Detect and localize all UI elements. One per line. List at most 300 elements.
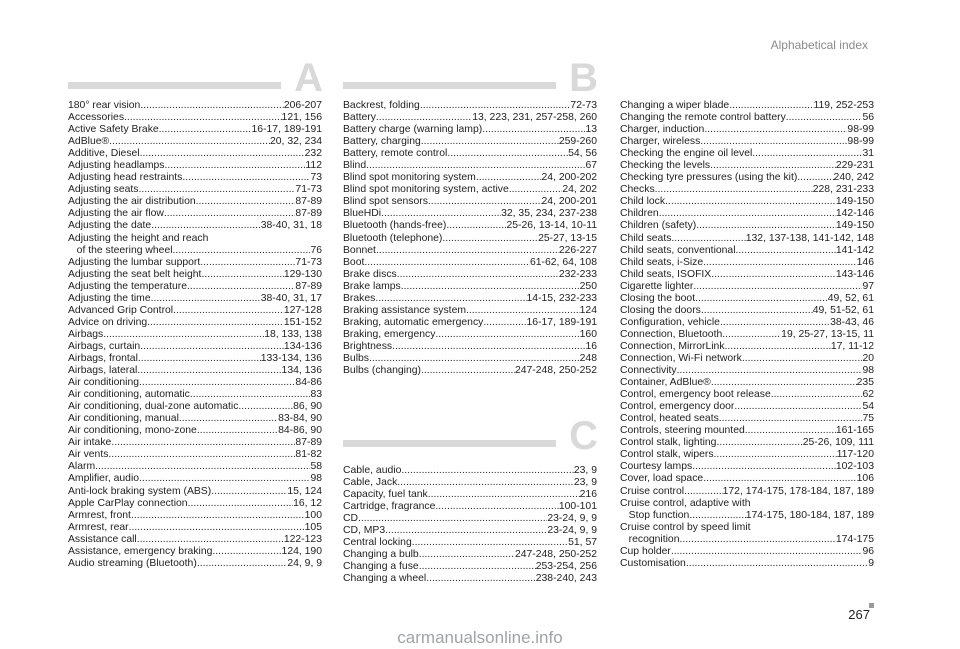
index-entry [343,257,597,269]
dot-leader [509,184,563,196]
dot-leader [426,573,536,585]
entry-pages: 71-73 [295,184,322,196]
entry-term: Armrest, front [68,509,131,521]
index-entry [620,449,874,461]
entry-pages: 84-86, 90 [278,425,322,437]
dot-leader [159,124,252,136]
entry-pages: 228, 231-233 [812,184,874,196]
entry-term: Audio streaming (Bluetooth) [68,557,197,569]
entry-term: Adjusting the air distribution [68,196,196,208]
index-entry [343,341,597,353]
dot-leader [686,558,868,570]
entry-pages: 19, 25-27, 13-15, 11 [781,328,874,340]
dot-leader [684,486,723,498]
entry-term: Battery charge (warning lamp) [343,124,483,136]
index-entry [620,317,874,329]
index-entry [620,196,874,208]
entry-term: Airbags, frontal [68,352,138,364]
entry-pages: 232-233 [558,268,597,280]
entry-pages: 75 [862,413,874,425]
dot-leader [482,124,585,136]
entry-pages: 51, 57 [568,537,597,549]
entry-pages: 23, 9 [573,477,597,489]
entry-term: Assistance call [68,533,137,545]
section-letter-c: C [569,414,598,458]
entry-term: Configuration, vehicle [620,316,720,328]
dot-leader [109,136,270,148]
entry-term: Brake discs [343,268,397,280]
entry-pages: 102-103 [835,461,874,473]
index-entry [620,329,874,341]
index-entry [620,269,874,281]
dot-leader [140,100,284,112]
entry-term: Connection, Bluetooth [620,328,723,340]
index-entry [343,281,597,293]
entry-term: BlueHDi [343,208,382,220]
index-entry [68,546,322,558]
dot-leader [381,208,501,220]
entry-pages: 250 [579,280,597,292]
entry-pages: 229-231 [835,160,874,172]
entry-term: Bonnet [343,244,376,256]
dot-leader [147,317,284,329]
index-entry [343,549,597,561]
entry-pages: 72-73 [570,100,597,111]
index-entry [68,449,322,461]
entry-term: Adjusting the lumbar support [68,256,201,268]
index-entry [343,353,597,365]
page-header-title: Alphabetical index [770,38,868,52]
entry-term: recognition [620,533,680,545]
index-entry [620,184,874,196]
entry-pages: 105 [304,521,322,533]
dot-leader [364,257,530,269]
index-entry [68,401,322,413]
dot-leader [151,293,261,305]
section-letter-b: B [569,56,598,100]
index-column-c-right [620,100,874,570]
dot-leader [392,341,585,353]
entry-term: Air intake [68,437,112,449]
dot-leader [428,489,580,501]
dot-leader [700,136,847,148]
section-letter-a: A [294,56,323,100]
dot-leader [182,172,310,184]
entry-pages: 174-175 [835,533,874,545]
entry-pages: 106 [856,473,874,485]
entry-pages: 247-248, 250-252 [514,549,597,561]
page-number: 267 [848,607,870,622]
entry-term: Armrest, rear [68,521,129,533]
entry-term: Braking assistance system [343,304,467,316]
dot-leader [164,208,296,220]
dot-leader [137,534,284,546]
index-entry [68,293,322,305]
index-column-b [343,100,597,377]
dot-leader [190,389,311,401]
dot-leader [680,534,836,546]
dot-leader [671,546,863,558]
entry-pages: 240, 242 [833,172,874,184]
entry-pages: 83 [310,389,322,401]
entry-term: Changing a wiper blade [620,100,730,111]
entry-pages: 98-99 [847,136,874,148]
index-entry [343,172,597,184]
dot-leader [375,293,526,305]
entry-term: Customisation [620,557,686,569]
dot-leader [711,269,836,281]
entry-term: Changing a wheel [343,573,427,585]
index-entry [343,245,597,257]
dot-leader [376,112,472,124]
entry-term: Adjusting the time [68,292,151,304]
dot-leader [376,245,559,257]
index-entry [68,281,322,293]
dot-leader [476,172,542,184]
entry-pages: 98 [862,365,874,377]
entry-pages: 15, 124 [287,485,322,497]
entry-term: Battery, charging [343,136,421,148]
entry-term: Airbags, lateral [68,365,138,377]
index-entry [68,534,322,546]
entry-term: Control, heated seats [620,413,719,425]
entry-term: Active Safety Brake [68,124,159,136]
dot-leader [446,220,506,232]
dot-leader [173,245,311,257]
index-entry [68,245,322,257]
entry-pages: 129-130 [283,268,322,280]
index-entry [343,317,597,329]
entry-term: Air conditioning, automatic [68,389,190,401]
entry-pages: 9 [868,557,874,569]
dot-leader [716,437,802,449]
dot-leader [734,401,862,413]
entry-pages: 23-24, 9, 9 [547,513,597,525]
dot-leader [140,148,305,160]
entry-pages: 232 [304,148,322,160]
entry-term: 180° rear vision [68,100,141,111]
dot-leader [483,317,526,329]
dot-leader [695,293,828,305]
entry-pages: 24, 9, 9 [287,557,322,569]
index-entry [620,245,874,257]
section-bar [343,82,556,89]
dot-leader [435,329,579,341]
entry-pages: 23, 9 [573,465,597,476]
index-entry [620,220,874,232]
entry-term: Cigarette lighter [620,280,694,292]
entry-term: Air vents [68,449,109,461]
entry-term: Bluetooth (telephone) [343,232,443,244]
dot-leader [442,233,538,245]
entry-term: Connection, Wi-Fi network [620,352,742,364]
dot-leader [797,172,833,184]
entry-pages: 141-142 [835,244,874,256]
dot-leader [420,100,571,112]
dot-leader [752,148,862,160]
entry-term: Checks [620,184,655,196]
index-entry [68,184,322,196]
index-entry [343,100,597,112]
dot-leader [745,425,836,437]
entry-term: Brake lamps [343,280,401,292]
entry-term: Blind spot monitoring system [343,172,476,184]
section-bar [68,82,281,89]
entry-pages: 235 [856,377,874,389]
entry-term: Boot [343,256,365,268]
index-entry [68,377,322,389]
entry-pages: 38-40, 31, 18 [260,220,322,232]
entry-term: Advanced Grip Control [68,304,174,316]
entry-pages: 226-227 [558,244,597,256]
dot-leader [725,341,831,353]
index-entry [343,220,597,232]
dot-leader [659,208,836,220]
entry-pages: 25-26, 109, 111 [802,437,874,449]
entry-term: Changing the remote control battery [620,112,786,124]
dot-leader [139,377,295,389]
dot-leader [369,353,580,365]
entry-term: Blind [343,160,367,172]
index-entry [68,498,322,510]
index-entry [68,558,322,570]
dot-leader [173,305,284,317]
entry-term: Cover, load space [620,473,704,485]
index-entry [343,477,597,489]
entry-pages: 172, 174-175, 178-184, 187, 189 [722,485,874,497]
index-entry [343,196,597,208]
dot-leader [786,112,863,124]
entry-term: Cartridge, fragrance [343,501,436,513]
entry-pages: 38-43, 46 [830,316,874,328]
index-entry [620,461,874,473]
index-entry [620,498,874,510]
index-entry [620,293,874,305]
entry-term: Charger, induction [620,124,705,136]
dot-leader [714,449,837,461]
dot-leader [447,148,568,160]
dot-leader [187,281,295,293]
dot-leader [419,549,515,561]
index-entry [68,437,322,449]
index-entry [68,124,322,136]
entry-term: Air conditioning, manual [68,413,179,425]
index-entry [343,233,597,245]
index-entry [68,522,322,534]
dot-leader [719,413,863,425]
entry-term: Capacity, fuel tank [343,489,428,501]
entry-pages: 119, 252-253 [813,100,874,111]
dot-leader [197,425,278,437]
index-entry [343,136,597,148]
entry-pages: 98 [310,473,322,485]
entry-term: Blind spot monitoring system, active [343,184,509,196]
entry-term: Airbags [68,328,104,340]
index-entry [68,136,322,148]
entry-pages: 20, 32, 234 [270,136,322,148]
entry-term: Air conditioning [68,377,140,389]
dot-leader [710,160,836,172]
entry-pages: 124 [579,304,597,316]
entry-term: Braking, emergency [343,328,436,340]
entry-term: Checking tyre pressures (using the kit) [620,172,798,184]
entry-term: Alarm [68,461,96,473]
entry-term: CD, MP3 [343,525,386,537]
dot-leader [428,196,542,208]
index-entry [620,172,874,184]
index-entry [620,365,874,377]
dot-leader [665,196,836,208]
index-entry [620,522,874,534]
entry-pages: 87-89 [295,196,322,208]
entry-term: Checking the engine oil level [620,148,753,160]
entry-term: Backrest, folding [343,100,420,111]
dot-leader [103,329,264,341]
entry-term: Additive, Diesel [68,148,140,160]
entry-pages: 132, 137-138, 141-142, 148 [745,232,874,244]
entry-pages: 13, 223, 231, 257-258, 260 [472,112,597,124]
entry-pages: 134-136 [283,340,322,352]
index-entry [68,100,322,112]
dot-leader [401,465,574,477]
index-entry [68,257,322,269]
entry-pages: 61-62, 64, 108 [529,256,597,268]
entry-term: Brakes [343,292,376,304]
entry-term: Bulbs (changing) [343,365,421,377]
entry-pages: 133-134, 136 [260,352,322,364]
dot-leader [131,510,305,522]
entry-pages: 216 [579,489,597,501]
entry-term: Child seats, i-Size [620,256,704,268]
entry-pages: 96 [862,545,874,557]
index-entry [68,353,322,365]
index-entry [620,558,874,570]
dot-leader [212,546,281,558]
entry-pages: 248 [579,352,597,364]
entry-pages: 67 [585,160,597,172]
entry-pages: 24, 200-202 [541,172,597,184]
entry-pages: 16-17, 189-191 [251,124,322,136]
index-entry [343,329,597,341]
index-entry [343,365,597,377]
index-entry [620,510,874,522]
index-entry [620,389,874,401]
index-entry [620,534,874,546]
entry-term: Blind spot sensors [343,196,428,208]
entry-pages: 143-146 [835,268,874,280]
index-entry [68,413,322,425]
index-entry [620,124,874,136]
entry-pages: 100 [304,509,322,521]
dot-leader [366,160,585,172]
index-column-a [68,100,322,570]
index-entry [620,401,874,413]
entry-term: Courtesy lamps [620,461,693,473]
entry-term: Control stalk, lighting [620,437,717,449]
dot-leader [179,413,278,425]
index-entry [68,389,322,401]
entry-pages: 259-260 [558,136,597,148]
index-entry [343,465,597,477]
entry-term: AdBlue® [68,136,110,148]
entry-term: Cruise control [620,485,685,497]
section-bar [343,440,556,447]
dot-leader [211,486,287,498]
entry-term: Brightness [343,340,393,352]
entry-term: Air conditioning, mono-zone [68,425,197,437]
section-header-c [343,416,598,456]
entry-pages: 49, 51-52, 61 [812,304,874,316]
entry-pages: 76 [310,244,322,256]
entry-pages: 142-146 [835,208,874,220]
entry-term: Adjusting seats [68,184,139,196]
entry-term: Cruise control, adaptive with [620,497,751,509]
dot-leader [742,353,863,365]
entry-term: Closing the boot [620,292,696,304]
index-entry [343,160,597,172]
index-entry [68,461,322,473]
dot-leader [693,281,862,293]
index-entry [343,537,597,549]
entry-pages: 73 [310,172,322,184]
index-entry [68,317,322,329]
entry-pages: 87-89 [295,437,322,449]
index-entry [343,561,597,573]
index-entry [68,341,322,353]
dot-leader [692,461,836,473]
dot-leader [385,525,547,537]
index-entry [620,546,874,558]
entry-term: Changing a bulb [343,549,419,561]
dot-leader [736,245,836,257]
entry-term: Braking, automatic emergency [343,316,484,328]
index-entry [68,148,322,160]
entry-pages: 54 [862,401,874,413]
dot-leader [704,124,847,136]
dot-leader [95,461,310,473]
entry-term: Children (safety) [620,220,697,232]
entry-pages: 38-40, 31, 17 [260,292,322,304]
entry-term: Control, emergency door [620,401,735,413]
dot-leader [124,112,282,124]
entry-pages: 97 [862,280,874,292]
index-entry [68,425,322,437]
index-entry [343,525,597,537]
entry-term: Changing a fuse [343,561,419,573]
index-entry [68,233,322,245]
entry-term: Child lock [620,196,666,208]
index-entry [68,305,322,317]
entry-pages: 32, 35, 234, 237-238 [501,208,597,220]
dot-leader [696,220,836,232]
index-entry [68,329,322,341]
entry-pages: 31 [862,148,874,160]
index-entry [68,486,322,498]
index-entry [343,112,597,124]
index-entry [620,208,874,220]
entry-pages: 13 [585,124,597,136]
dot-leader [397,269,559,281]
entry-term: CD [343,513,359,525]
entry-term: Children [620,208,659,220]
index-entry [620,112,874,124]
index-entry [68,510,322,522]
entry-term: Air conditioning, dual-zone automatic [68,401,239,413]
entry-pages: 49, 52, 61 [827,292,874,304]
entry-pages: 160 [579,328,597,340]
entry-term: Controls, steering mounted [620,425,745,437]
entry-term: Adjusting headlamps [68,160,165,172]
